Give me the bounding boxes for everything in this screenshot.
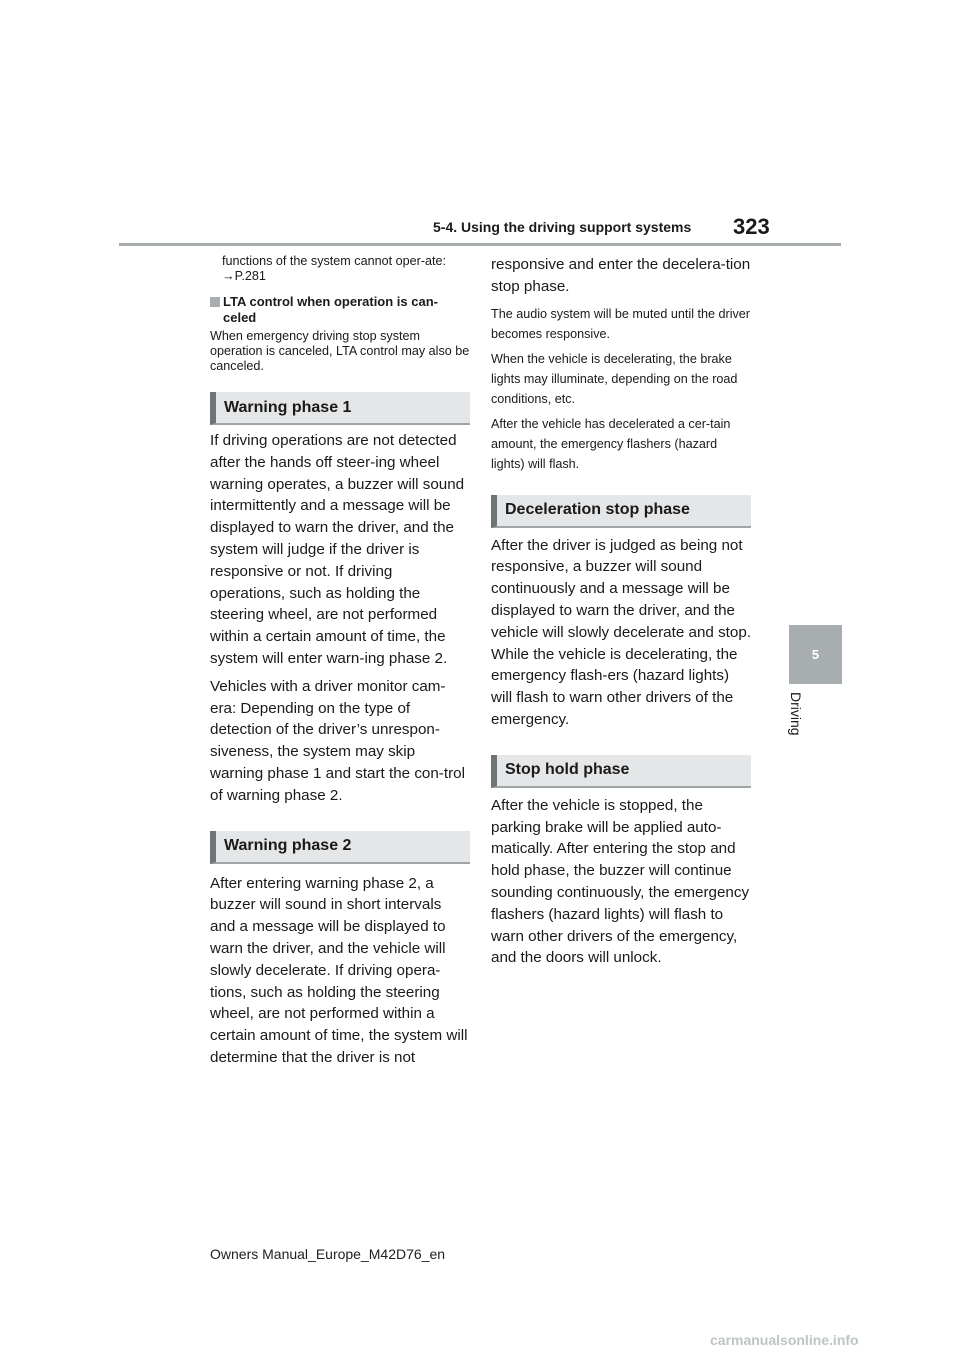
decel-paragraph: After the driver is judged as being not responsive, a buzzer will sound continuously and a message will be displayed to warn the driver, and the vehicle will slowly decelerate and stop. While the vehicle is decelerating, the emergency flash-ers (hazard lights) will flash to warn other drivers of the emergency. <box>491 536 752 728</box>
chapter-label: Driving <box>788 692 804 736</box>
footer-document-id: Owners Manual_Europe_M42D76_en <box>210 1246 446 1262</box>
phase1-paragraph-2: Vehicles with a driver monitor cam-era: Depending on the type of detection of the driver’s unrespon-siveness, the system may skip warning phase 1 and start the con-trol of warning phase 2. <box>210 677 465 804</box>
note-audio: The audio system will be muted until the driver becomes responsive. <box>491 306 750 341</box>
intro-note: functions of the system cannot oper-ate: →P.281 <box>222 254 447 283</box>
note-brake-lights: When the vehicle is decelerating, the brake lights may illuminate, depending on the road conditions, etc. <box>491 351 738 406</box>
chapter-tab <box>789 625 842 684</box>
hold-paragraph: After the vehicle is stopped, the parking brake will be applied auto-matically. After entering the stop and hold phase, the buzzer will continue sounding continuously, the emergency flashers (hazard lights) will flash to warn other drivers of the emergency, and the doors will unlock. <box>491 796 750 967</box>
phase1-heading-text: Warning phase 1 <box>224 398 352 416</box>
header-section-title: 5-4. Using the driving support systems <box>433 219 692 235</box>
lta-subheading-text: LTA control when operation is can-celed <box>223 294 438 325</box>
phase2-paragraph-1: After entering warning phase 2, a buzzer will sound in short intervals and a message will be displayed to warn the driver, and the vehicle will slowly decelerate. If driving opera-tions, such as holding the steering wheel, are not performed within a certain amount of time, the system will determine that the driver is not <box>210 874 468 1066</box>
note-flashers: After the vehicle has decelerated a cer-tain amount, the emergency flashers (hazard lights) will flash. <box>491 416 731 471</box>
chapter-label-wrap <box>787 692 807 752</box>
phase2-heading <box>210 831 470 864</box>
lta-note: When emergency driving stop system operation is canceled, LTA control may also be canceled. <box>210 329 470 373</box>
continuation-paragraph: responsive and enter the decelera-tion stop phase. <box>491 256 751 295</box>
lta-subheading <box>210 294 470 326</box>
hold-heading <box>491 755 751 788</box>
phase1-paragraph-1: If driving operations are not detected after the hands off steer-ing wheel warning operates, a buzzer will sound intermittently and a message will be displayed to warn the driver, and the system will judge if the driver is responsive or not. If driving operations, such as holding the steering wheel, are not performed within a certain amount of time, the system will enter warn-ing phase 2. <box>210 432 465 667</box>
phase1-heading <box>210 392 470 425</box>
hold-heading-text: Stop hold phase <box>505 761 630 779</box>
chapter-number: 5 <box>811 647 820 662</box>
decel-heading <box>491 495 751 528</box>
right-column <box>491 254 751 969</box>
phase2-heading-text: Warning phase 2 <box>224 837 352 855</box>
header-rule <box>119 243 841 246</box>
page-number: 323 <box>733 214 770 239</box>
footer-site-watermark: carmanualsonline.info <box>710 1332 859 1348</box>
square-bullet-icon <box>210 297 220 307</box>
decel-heading-text: Deceleration stop phase <box>505 501 690 519</box>
left-column <box>210 254 470 1069</box>
